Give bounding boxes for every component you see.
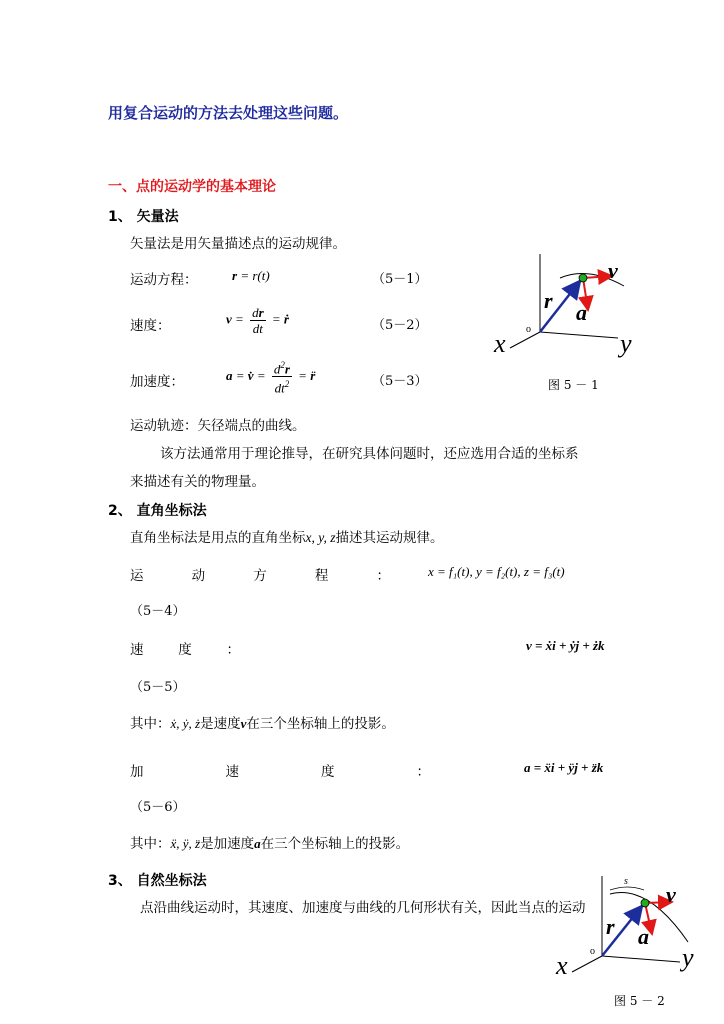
label-a: a [576, 300, 587, 325]
label-o: o [526, 324, 531, 335]
y-axis [602, 956, 680, 962]
note-line-2: 来描述有关的物理量。 [130, 474, 265, 490]
accel-equation: a = v̇ = $\frac{d^2r}{dt^2}$ = r̈ [226, 360, 316, 396]
accel-label: 加速度： [130, 374, 184, 390]
figure-5-2-caption: 图 5 － 2 [614, 994, 665, 1008]
label-x: x [494, 329, 506, 358]
natural-desc: 点沿曲线运动时，其速度、加速度与曲线的几何形状有关，因此当点的运动 [140, 900, 586, 916]
eq-number-5-4: （5－4） [130, 604, 186, 619]
eq-number-5-5: （5－5） [130, 680, 186, 695]
label-y: y [620, 329, 632, 358]
accel-projection-note: 其中：ẍ, ÿ, z̈是加速度a在三个坐标轴上的投影。 [130, 836, 410, 852]
label-x: x [556, 951, 568, 980]
motion-eq-rhs: = r(t) [240, 268, 270, 283]
cartesian-motion-eq: x = f₁(t), y = f₂(t), z = f₃(t) [428, 564, 565, 579]
eq-number-5-3: （5－3） [372, 374, 428, 389]
y-axis [540, 332, 618, 338]
trajectory-text: 运动轨迹：矢径端点的曲线。 [130, 418, 306, 434]
figure-5-1-caption: 图 5 － 1 [548, 378, 599, 392]
cartesian-desc: 直角坐标法是用点的直角坐标x, y, z描述其运动规律。 [130, 530, 444, 546]
note-line-1: 该方法通常用于理论推导，在研究具体问题时，还应选用合适的坐标系 [160, 446, 579, 462]
cartesian-velocity-label: 速 度 ： [130, 642, 240, 658]
eq-number-5-1: （5－1） [372, 272, 428, 287]
heading-natural: 3、 自然坐标法 [108, 873, 207, 889]
section-title: 一、点的运动学的基本理论 [108, 179, 276, 195]
moving-point [641, 899, 649, 907]
label-v: v [666, 882, 676, 907]
moving-point [579, 274, 587, 282]
vector-method-desc: 矢量法是用矢量描述点的运动规律。 [130, 236, 346, 252]
motion-eq-lhs: r [232, 268, 238, 283]
intro-line: 用复合运动的方法去处理这些问题。 [108, 104, 349, 122]
x-axis [572, 956, 602, 972]
cartesian-motion-label: 运 动 方 程 ： [130, 568, 390, 584]
velocity-equation: v = $\frac{dr}{dt}$ = ṙ [226, 305, 289, 336]
cartesian-velocity-eq: v = ẋi + ẏj + żk [526, 638, 605, 653]
label-v: v [608, 258, 618, 283]
x-axis [510, 332, 540, 348]
velocity-projection-note: 其中：ẋ, ẏ, ż是速度v在三个坐标轴上的投影。 [130, 716, 395, 732]
label-r: r [606, 914, 615, 939]
label-a: a [638, 924, 649, 949]
label-r: r [544, 288, 553, 313]
motion-equation [232, 268, 270, 284]
eq-number-5-2: （5－2） [372, 318, 428, 333]
cartesian-accel-eq: a = ẍi + ÿj + z̈k [524, 760, 604, 775]
cartesian-accel-label: 加 速 度 ： [130, 764, 430, 780]
heading-vector-method: 1、 矢量法 [108, 209, 179, 225]
velocity-label: 速度： [130, 318, 171, 334]
label-o: o [590, 946, 595, 957]
label-y: y [682, 943, 694, 972]
arc-length-marker [610, 887, 644, 890]
eq-number-5-6: （5－6） [130, 800, 186, 815]
label-s: s [624, 876, 628, 887]
motion-eq-label: 运动方程： [130, 272, 198, 288]
heading-cartesian: 2、 直角坐标法 [108, 503, 207, 519]
figure-5-2 [548, 872, 708, 988]
figure-5-1 [488, 248, 648, 368]
